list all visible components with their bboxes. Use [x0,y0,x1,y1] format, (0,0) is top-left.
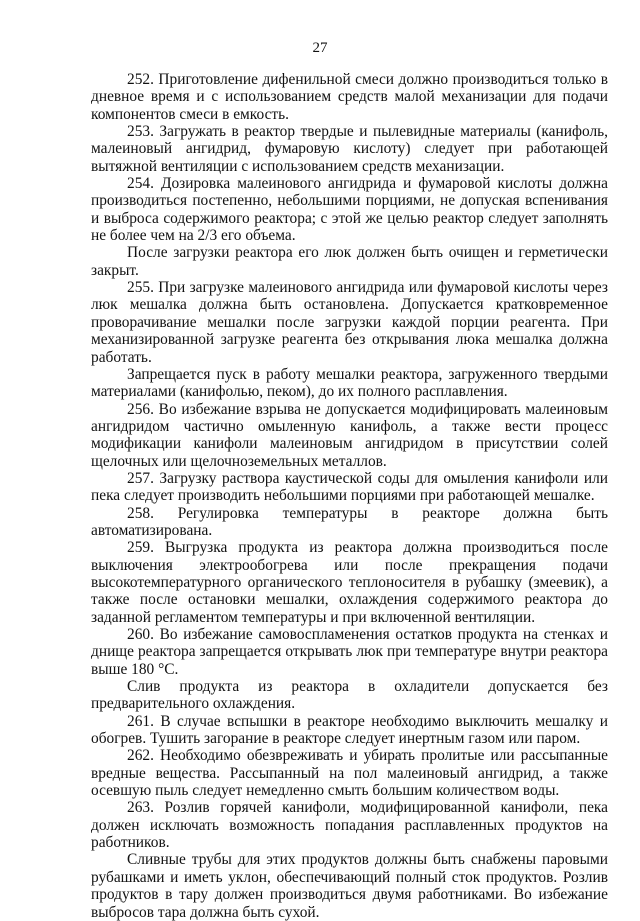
paragraph-260: 260. Во избежание самовоспламенения остатков продукта на стенках и днище реактора запрещается открывать люк при температуре внутри реактора выше 180 °С. [91,626,608,678]
paragraph-255-continued: Запрещается пуск в работу мешалки реактора, загруженного твердыми материалами (канифолью, пеком), до их полного расплавления. [91,365,608,401]
paragraph-254-continued: После загрузки реактора его люк должен быть очищен и герметически закрыт. [91,244,608,279]
paragraph-255: 255. При загрузке малеинового ангидрида или фумаровой кислоты через люк мешалка должна быть остановлена. Допускается кратковременное проворачивание мешалки после загрузки каждой порции реагента. При механизированной загрузке реагента без открывания люка мешалка должна работать. [91,279,608,366]
document-body [91,71,608,921]
paragraph-261: 261. В случае вспышки в реакторе необходимо выключить мешалку и обогрев. Тушить загорание в реакторе следует инертным газом или паром. [91,712,608,748]
paragraph-256: 256. Во избежание взрыва не допускается модифицировать малеиновым ангидридом частично омыленную канифоль, а также вести процесс модификации канифоли малеиновым ангидридом в присутствии солей щелочных или щелочноземельных металлов. [91,400,608,470]
paragraph-262: 262. Необходимо обезвреживать и убирать пролитые или рассыпанные вредные вещества. Рассыпанный на пол малеиновый ангидрид, а также осевшую пыль следует немедленно смыть большим количеством воды. [91,747,608,800]
paragraph-260-continued: Слив продукта из реактора в охладители допускается без предварительного охлаждения. [91,678,608,713]
paragraph-263: 263. Розлив горячей канифоли, модифицированной канифоли, пека должен исключать возможность попадания расплавленных продуктов на работников. [91,799,608,852]
paragraph-253: 253. Загружать в реактор твердые и пылевидные материалы (канифоль, малеиновый ангидрид, фумаровую кислоту) следует при работающей вытяжной вентиляции с использованием средств механизации. [91,123,608,175]
paragraph-254: 254. Дозировка малеинового ангидрида и фумаровой кислоты должна производиться постепенно, небольшими порциями, не допуская вспенивания и выброса содержимого реактора; с этой же целью реактор следует заполнять не более чем на 2/3 его объема. [91,175,608,245]
paragraph-258: 258. Регулировка температуры в реакторе должна быть автоматизирована. [91,504,608,539]
paragraph-252: 252. Приготовление дифенильной смеси должно производиться только в дневное время и с использованием средств малой механизации для подачи компонентов смеси в емкость. [91,71,608,123]
paragraph-263-continued: Сливные трубы для этих продуктов должны быть снабжены паровыми рубашками и иметь уклон, обеспечивающий полный сток продуктов. Розлив продуктов в тару должен производиться двумя работниками. Во избежание выбросов тара должна быть сухой. [91,851,608,921]
paragraph-259: 259. Выгрузка продукта из реактора должна производиться после выключения электрообогрева или после прекращения подачи высокотемпературного органического теплоносителя в рубашку (змеевик), а также после остановки мешалки, охлаждения содержимого реактора до заданной регламентом температуры и при включенной вентиляции. [91,539,608,626]
page-number: 27 [312,40,328,56]
paragraph-257: 257. Загрузку раствора каустической соды для омыления канифоли или пека следует производить небольшими порциями при работающей мешалке. [91,469,608,505]
